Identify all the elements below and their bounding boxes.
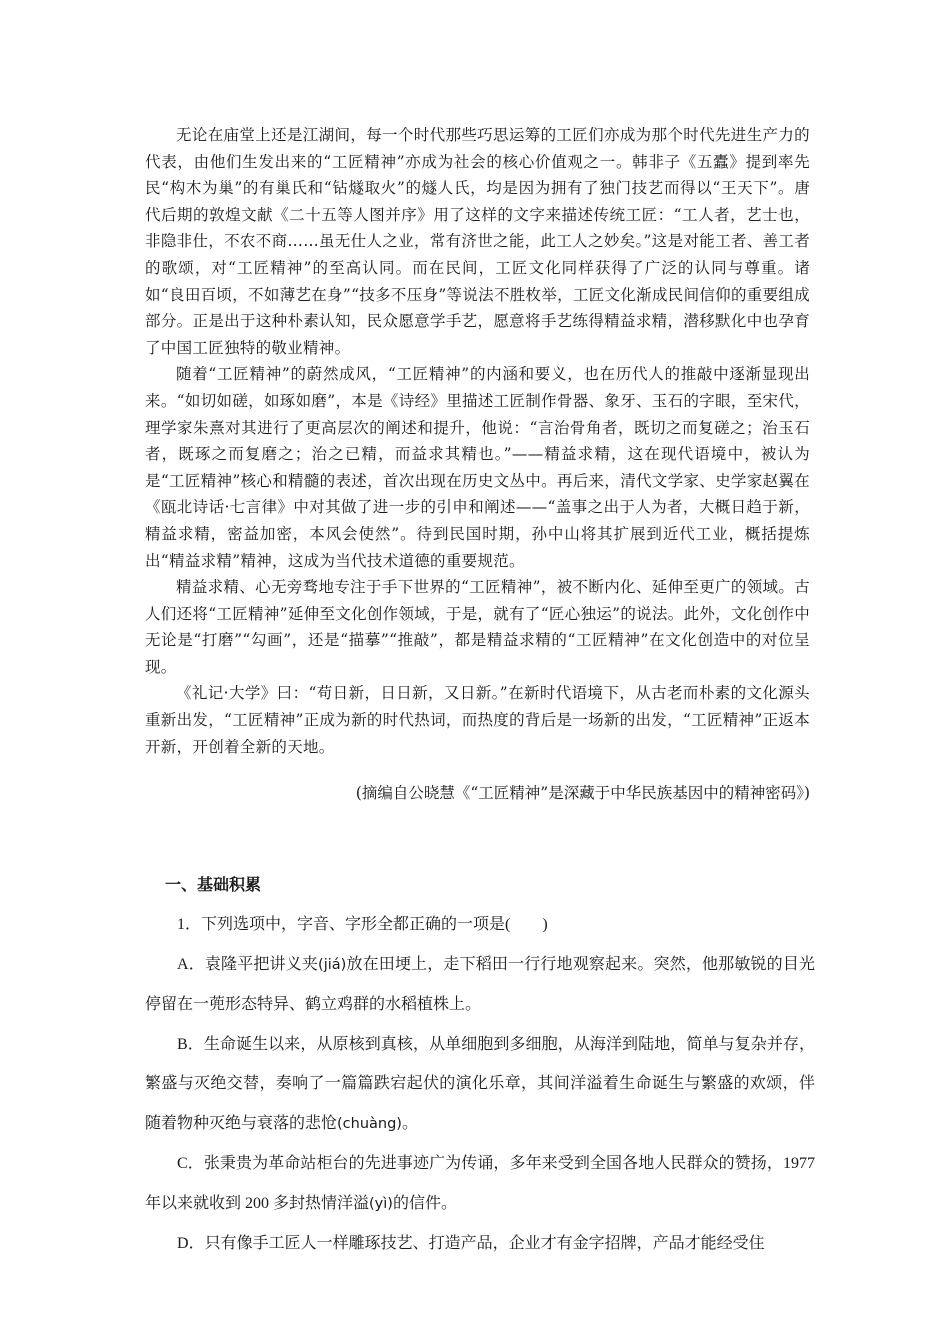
pinyin-annotation: (yì) (369, 1195, 393, 1212)
passage-paragraph-1: 无论在庙堂上还是江湖间，每一个时代那些巧思运筹的工匠们亦成为那个时代先进生产力的代表，由他们生发出来的“工匠精神”亦成为社会的核心价值观之一。韩非子《五蠹》提到率先民“构木为巢”的有巢氏和“钻燧取火”的燧人氏，均是因为拥有了独门技艺而得以“王天下”。唐代后期的敦煌文献《二十五等人图并序》用了这样的文字来描述传统工匠：“工人者，艺士也，非隐非仕，不农不商……虽无仕人之业，常有济世之能，此工人之妙矣。”这是对能工者、善工者的歌颂，对“工匠精神”的至高认同。而在民间，工匠文化同样获得了广泛的认同与尊重。诸如“良田百顷，不如薄艺在身”“技多不压身”等说法不胜枚举，工匠文化渐成民间信仰的重要组成部分。正是出于这种朴素认知，民众愿意学手艺，愿意将手艺练得精益求精，潜移默化中也孕育了中国工匠独特的敬业精神。 (145, 126, 810, 357)
pinyin-annotation: (jiá) (318, 956, 347, 973)
option-label: A (177, 955, 189, 973)
option-text: ．张秉贵为革命站柜台的先进事迹广为传诵，多年来受到全国各地人民群众的赞扬，1977 年以来就收到 200 多封热情洋溢 (145, 1155, 815, 1212)
option-b (145, 1025, 815, 1145)
option-text: 。 (401, 1114, 418, 1132)
reading-passage (145, 122, 810, 760)
option-label: C (177, 1155, 188, 1172)
option-label: D (177, 1235, 189, 1252)
option-text: 的信件。 (392, 1194, 457, 1212)
option-a (145, 945, 815, 1025)
option-text: 放在田埂上，走下稻田一行行地观察起来。突然，他那敏锐的目光停留在一蔸形态特异、鹤立鸡群的水稻植株上。 (145, 955, 815, 1013)
question-stem: 1．下列选项中，字音、字形全都正确的一项是( ) (177, 916, 548, 933)
option-label: B (177, 1035, 188, 1053)
passage-paragraph-4: 《礼记·大学》曰：“苟日新，日日新，又日新。”在新时代语境下，从古老而朴素的文化源头重新出发，“工匠精神”正成为新的时代热词，而热度的背后是一场新的出发，“工匠精神”正返本开新，开创着全新的天地。 (145, 684, 810, 756)
option-d (145, 1224, 815, 1264)
passage-paragraph-2: 随着“工匠精神”的蔚然成风，“工匠精神”的内涵和要义，也在历代人的推敲中逐渐显现出来。“如切如磋，如琢如磨”，本是《诗经》里描述工匠制作骨器、象牙、玉石的字眼，至宋代，理学家朱熹对其进行了更高层次的阐述和提升，他说：“言治骨角者，既切之而复磋之；治玉石者，既琢之而复磨之；治之已精，而益求其精也。”——精益求精，这在现代语境中，被认为是“工匠精神”核心和精髓的表述，首次出现在历史文丛中。再后来，清代文学家、史学家赵翼在《瓯北诗话·七言律》中对其做了进一步的引申和阐述——“盖事之出于人为者，大概日趋于新，精益求精，密益加密，本风会使然”。待到民国时期，孙中山将其扩展到近代工业，概括提炼出“精益求精”精神，这成为当代技术道德的重要规范。 (145, 365, 810, 570)
option-text: ．只有像手工匠人一样雕琢技艺、打造产品，企业才有金字招牌，产品才能经受住 (188, 1235, 765, 1252)
exercise-section (145, 873, 815, 1264)
option-text: ．袁隆平把讲义夹 (188, 955, 319, 973)
passage-source: (摘编自公晓慧《“工匠精神”是深藏于中华民族基因中的精神密码》) (355, 784, 810, 802)
pinyin-annotation: (chuàng) (337, 1115, 402, 1132)
option-c (145, 1144, 815, 1224)
section-title: 一、基础积累 (165, 877, 262, 894)
passage-paragraph-3: 精益求精、心无旁骛地专注于手下世界的“工匠精神”，被不断内化、延伸至更广的领域。古人们还将“工匠精神”延伸至文化创作领域，于是，就有了“匠心独运”的说法。此外，文化创作中无论是“打磨”“勾画”，还是“描摹”“推敲”，都是精益求精的“工匠精神”在文化创造中的对位呈现。 (145, 578, 810, 676)
option-text: ．生命诞生以来，从原核到真核，从单细胞到多细胞，从海洋到陆地，简单与复杂并存，繁盛与灭绝交替，奏响了一篇篇跌宕起伏的演化乐章，其间洋溢着生命诞生与繁盛的欢颂，伴随着物种灭绝与衰落的悲怆 (145, 1035, 815, 1132)
